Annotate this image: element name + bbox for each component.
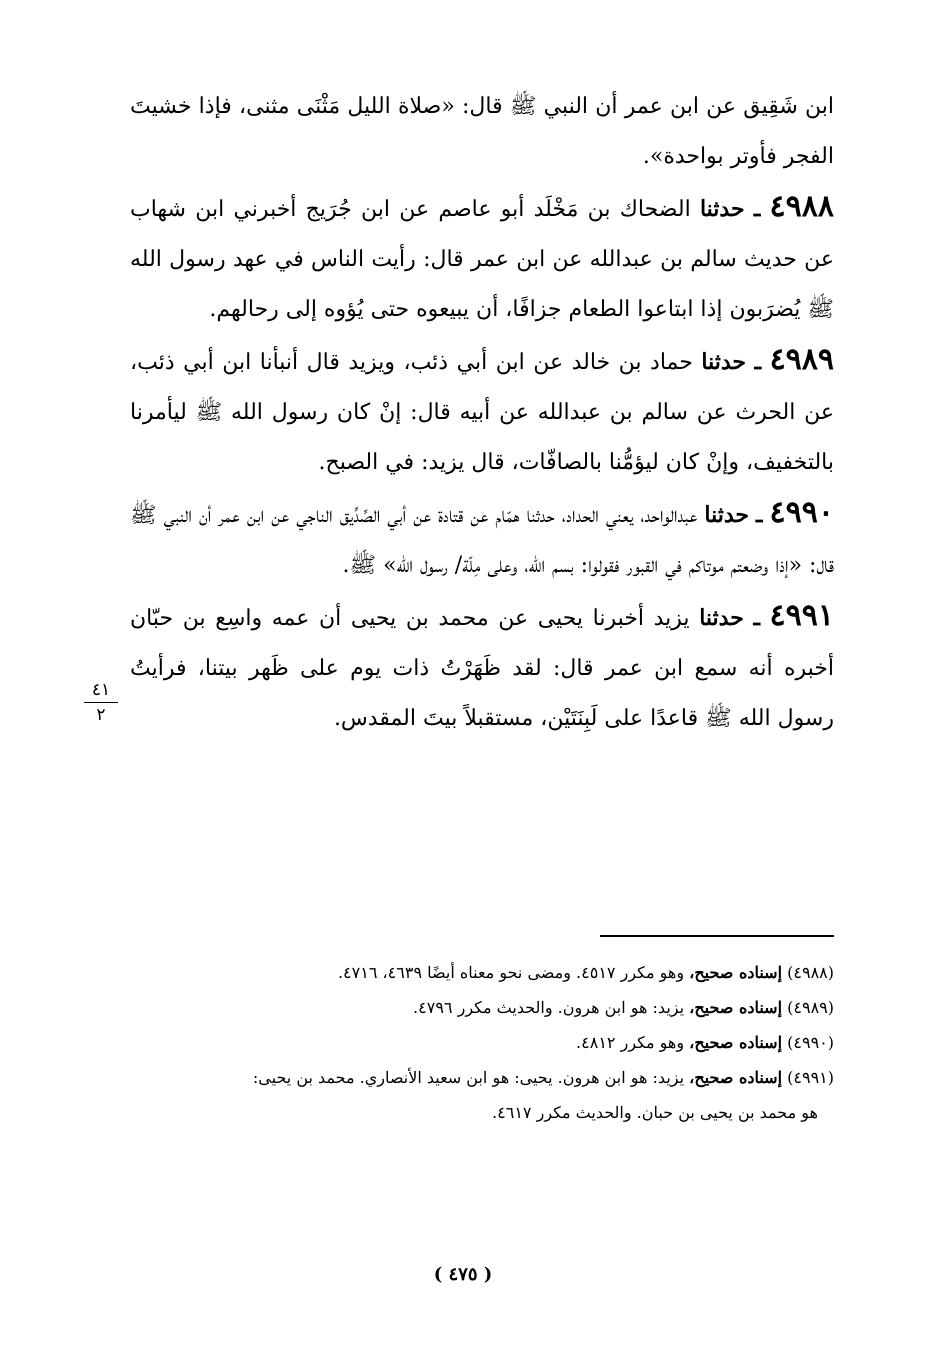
footnote-text: وهو مكرر ٤٨١٢. [576,1033,685,1052]
hadith-number: ٤٩٨٨ [769,189,834,224]
footnote-ref: (٤٩٨٩) [787,998,834,1017]
margin-volume-note [84,680,118,725]
footnote-text: وهو مكرر ٤٥١٧. ومضى نحو معناه أيضًا ٤٦٣٩، ٤٧١٦. [337,963,685,982]
main-text [130,82,834,744]
footnote-grade: إسناده صحيح، [689,1033,783,1052]
hadith-dash: ـ [756,502,763,528]
footnote-grade: إسناده صحيح، [689,963,783,982]
footnote-4988 [130,955,834,990]
hadith-number: ٤٩٩٠ [769,495,834,530]
footnote-4989 [130,990,834,1025]
hadith-text: عبدالواحد، يعني الحداد، حدثنا همّام عن قتادة عن أبي الصِّدِّيق الناجي عن ابن عمر أن النبي ﷺ قال: «إذا وضعتم موتاكم في القبور فقولوا: بسم الله، وعلى مِلّة/ رسول الله» ﷺ. [130,503,834,578]
hadith-number: ٤٩٨٩ [769,342,835,377]
footnote-4991 [130,1060,834,1130]
margin-note-rule [84,702,118,703]
footnote-4990 [130,1025,834,1060]
footnote-ref: (٤٩٩٠) [787,1033,834,1052]
footnote-grade: إسناده صحيح، [689,1068,783,1087]
hadith-lead: حدثنا [704,502,750,528]
margin-note-top: ٤١ [91,680,111,700]
hadith-number: ٤٩٩١ [769,598,834,633]
hadith-dash: ـ [753,605,760,631]
hadith-text: الضحاك بن مَخْلَد أبو عاصم عن ابن جُرَيج أخبرني ابن شهاب عن حديث سالم بن عبدالله عن ابن عمر قال: رأيت الناس في عهد رسول الله ﷺ يُضرَبون إذا ابتاعوا الطعام جزافًا، أن يبيعوه حتى يُؤوه إلى رحالهم. [130,197,834,322]
footnotes [130,955,834,1130]
hadith-lead: حدثنا [699,605,744,631]
footnote-ref: (٤٩٩١) [787,1068,834,1087]
margin-note-bottom: ٢ [96,705,106,725]
opening-paragraph: ابن شَقِيق عن ابن عمر أن النبي ﷺ قال: «صلاة الليل مَثْنَى مثنى، فإذا خشيتَ الفجر فأوتر بواحدة». [130,94,834,169]
footnote-text: يزيد: هو ابن هرون. يحيى: هو ابن سعيد الأنصاري. محمد بن يحيى: [252,1068,685,1087]
hadith-4991 [130,591,834,744]
footnote-ref: (٤٩٨٨) [787,963,834,982]
hadith-lead: حدثنا [699,196,745,222]
footnote-grade: إسناده صحيح، [689,998,783,1017]
footnote-separator [600,935,834,937]
hadith-lead: حدثنا [701,349,747,375]
hadith-4988 [130,182,834,335]
hadith-dash: ـ [753,196,761,222]
hadith-dash: ـ [754,349,762,375]
hadith-text: حماد بن خالد عن ابن أبي ذئب، ويزيد قال أنبأنا ابن أبي ذئب، عن الحرث عن سالم بن عبدالله عن أبيه قال: إنْ كان رسول الله ﷺ ليأمرنا بالتخفيف، وإنْ كان ليؤمُّنا بالصافّات، قال يزيد: في الصبح. [130,350,834,475]
hadith-4989 [130,335,834,488]
page-number: ( ٤٧٥ ) [433,1264,493,1285]
footnote-continuation: هو محمد بن يحيى بن حبان. والحديث مكرر ٤٦١٧. [492,1103,818,1122]
hadith-4990 [130,488,834,591]
footnote-text: يزيد: هو ابن هرون. والحديث مكرر ٤٧٩٦. [413,998,685,1017]
hadith-text: يزيد أخبرنا يحيى عن محمد بن يحيى أن عمه واسِع بن حبّان أخبره أنه سمع ابن عمر قال: لقد ظَهَرْتُ ذات يوم على ظَهر بيتنا، فرأيتُ رسول الله ﷺ قاعدًا على لَبِنَتَيْن، مستقبلاً بيتَ المقدس. [130,606,834,731]
